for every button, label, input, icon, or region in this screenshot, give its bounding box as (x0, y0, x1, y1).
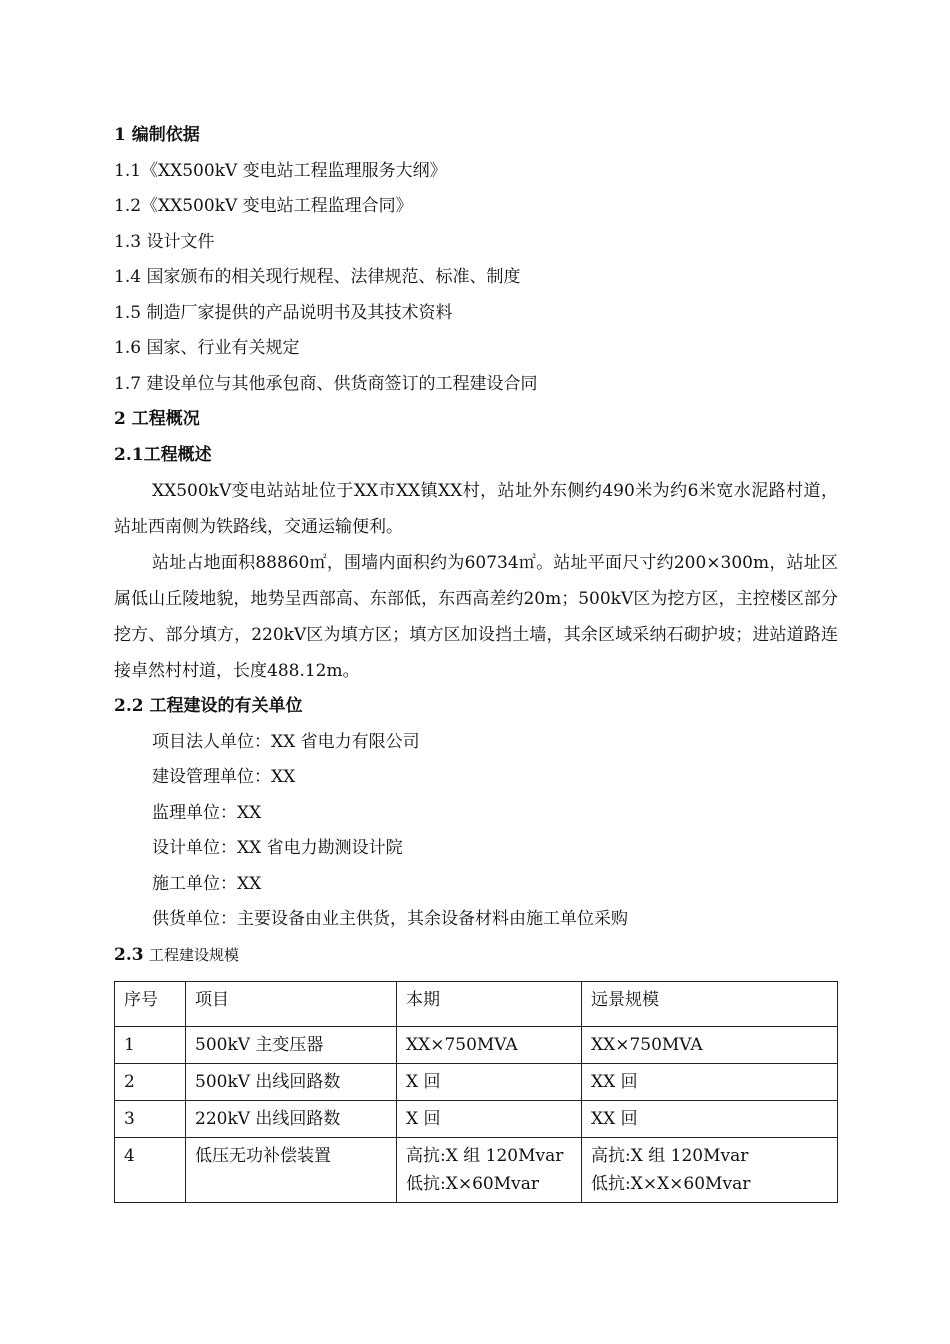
overview-paragraph-2: 站址占地面积88860㎡，围墙内面积约为60734㎡。站址平面尺寸约200×300m，站址区属低山丘陵地貌，地势呈西部高、东部低，东西高差约20m；500kV区为挖方区，主控楼区部分挖方、部分填方，220kV区为填方区；填方区加设挡土墙，其余区域采纳石砌护坡；进站道路连接卓然村村道，长度488.12m。 (114, 553, 838, 681)
cell-current-line-2: 低抗:X×60Mvar (406, 1174, 539, 1194)
cell-item: 低压无功补偿装置 (186, 1138, 397, 1203)
unit-supply: 供货单位：主要设备由业主供货，其余设备材料由施工单位采购 (152, 909, 628, 929)
cell-future: XX 回 (582, 1064, 838, 1101)
basis-item-1-6: 1.6 国家、行业有关规定 (114, 338, 300, 358)
cell-item: 220kV 出线回路数 (186, 1101, 397, 1138)
unit-legal-entity: 项目法人单位：XX 省电力有限公司 (152, 731, 420, 752)
cell-no: 4 (115, 1138, 186, 1203)
unit-construction: 施工单位：XX (152, 873, 262, 894)
section-2-heading: 2 工程概况 (114, 409, 200, 429)
document-page (114, 118, 838, 1203)
table-row (115, 1101, 838, 1138)
header-no: 序号 (115, 982, 186, 1027)
cell-future: XX 回 (582, 1101, 838, 1138)
section-2-3-heading (114, 938, 838, 974)
overview-paragraph-1: XX500kV变电站站址位于XX市XX镇XX村，站址外东侧约490米为约6米宽水泥路村道，站址西南侧为铁路线，交通运输便利。 (114, 481, 838, 537)
cell-item: 500kV 主变压器 (186, 1027, 397, 1064)
cell-item: 500kV 出线回路数 (186, 1064, 397, 1101)
unit-construction-management: 建设管理单位：XX (152, 767, 296, 787)
header-current: 本期 (397, 982, 582, 1027)
table-row (115, 1138, 838, 1203)
construction-scale-table (114, 981, 838, 1203)
basis-item-1-5: 1.5 制造厂家提供的产品说明书及其技术资料 (114, 302, 453, 323)
table-header-row (115, 982, 838, 1027)
basis-item-1-1: 1.1《XX500kV 变电站工程监理服务大纲》 (114, 160, 447, 181)
cell-no: 2 (115, 1064, 186, 1101)
basis-item-1-3: 1.3 设计文件 (114, 231, 215, 252)
header-future: 远景规模 (582, 982, 838, 1027)
cell-future-line-2: 低抗:X×X×60Mvar (591, 1174, 751, 1194)
cell-current-line-1: 高抗:X 组 120Mvar (406, 1146, 564, 1166)
basis-item-1-7: 1.7 建设单位与其他承包商、供货商签订的工程建设合同 (114, 373, 538, 394)
header-item: 项目 (186, 982, 397, 1027)
cell-future: XX×750MVA (582, 1027, 838, 1064)
basis-item-1-4: 1.4 国家颁布的相关现行规程、法律规范、标准、制度 (114, 267, 521, 287)
section-1-heading: 1 编制依据 (114, 125, 200, 145)
unit-design: 设计单位：XX 省电力勘测设计院 (152, 838, 403, 858)
unit-supervision: 监理单位：XX (152, 802, 262, 823)
cell-no: 3 (115, 1101, 186, 1138)
cell-current (397, 1138, 582, 1203)
section-2-3-title: 工程建设规模 (148, 945, 239, 964)
cell-future (582, 1138, 838, 1203)
section-2-2-heading: 2.2 工程建设的有关单位 (114, 696, 303, 716)
section-2-3-number: 2.3 (114, 944, 144, 965)
cell-current: X 回 (397, 1101, 582, 1138)
table-row (115, 1064, 838, 1101)
section-2-1-heading: 2.1工程概述 (114, 444, 212, 465)
table-row (115, 1027, 838, 1064)
cell-future-line-1: 高抗:X 组 120Mvar (591, 1146, 749, 1166)
cell-current: XX×750MVA (397, 1027, 582, 1064)
cell-no: 1 (115, 1027, 186, 1064)
basis-item-1-2: 1.2《XX500kV 变电站工程监理合同》 (114, 196, 413, 216)
cell-current: X 回 (397, 1064, 582, 1101)
